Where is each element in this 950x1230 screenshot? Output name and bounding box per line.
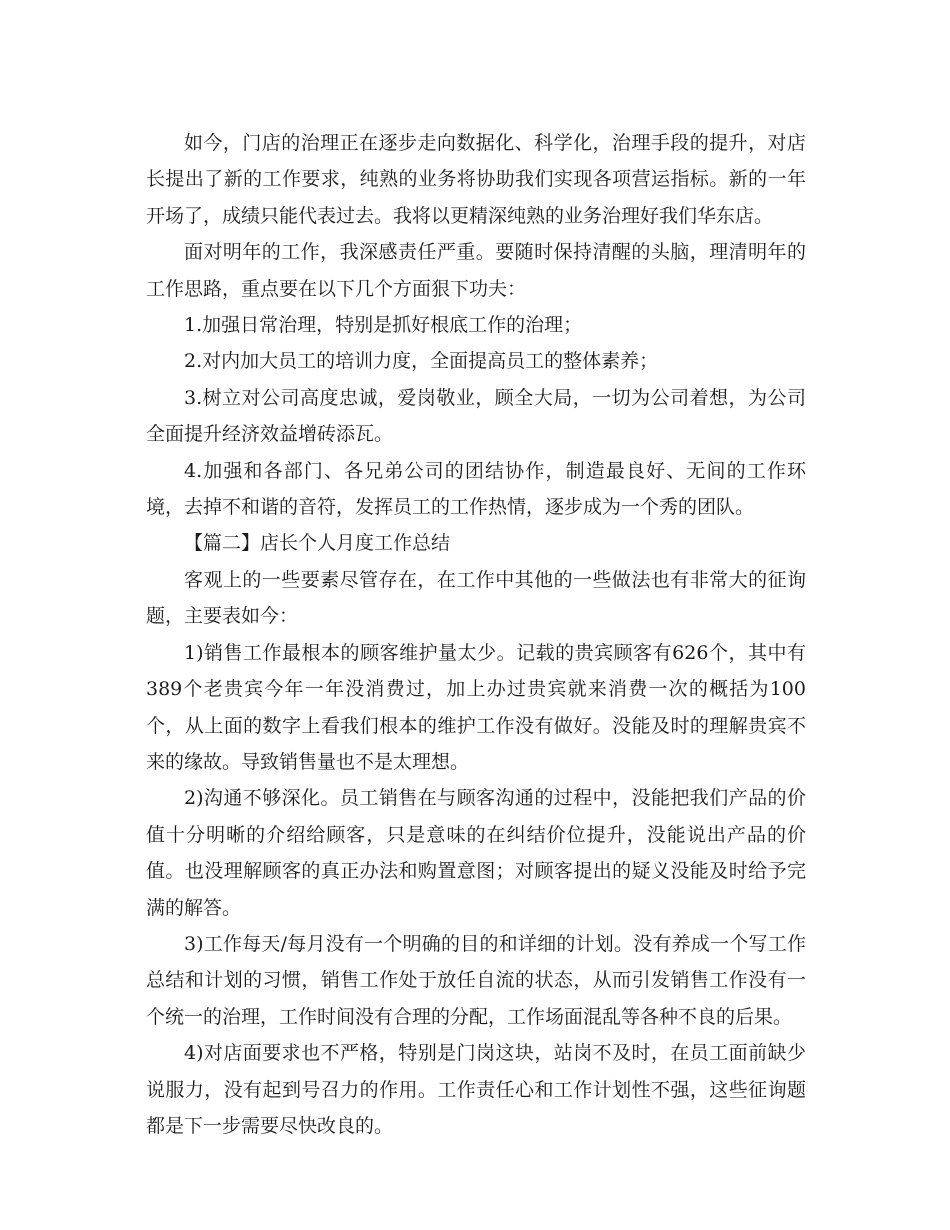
list-item: 2.对内加大员工的培训力度，全面提高员工的整体素养； bbox=[184, 350, 659, 373]
list-item: 3.树立对公司高度忠诚，爱岗敬业，顾全大局，一切为公司着想，为公司全面提升经济效益增砖添瓦。 bbox=[146, 386, 806, 446]
list-item: 2)沟通不够深化。员工销售在与顾客沟通的过程中，没能把我们产品的价值十分明晰的介绍给顾客，只是意味的在纠结价位提升，没能说出产品的价值。也没理解顾客的真正办法和购置意图；对顾客提出的疑义没能及时给予完满的解答。 bbox=[146, 787, 806, 919]
paragraph: 面对明年的工作，我深感责任严重。要随时保持清醒的头脑，理清明年的工作思路，重点要在以下几个方面狠下功夫： bbox=[146, 241, 806, 300]
list-item: 4)对店面要求也不严格，特别是门岗这块，站岗不及时，在员工面前缺少说服力，没有起到号召力的作用。工作责任心和工作计划性不强，这些征询题都是下一步需要尽快改良的。 bbox=[146, 1042, 806, 1137]
document-body bbox=[146, 125, 806, 1144]
list-item: 1.加强日常治理，特别是抓好根底工作的治理； bbox=[184, 314, 583, 337]
list-item: 4.加强和各部门、各兄弟公司的团结协作，制造最良好、无间的工作环境，去掉不和谐的音符，发挥员工的工作热情，逐步成为一个秀的团队。 bbox=[146, 459, 806, 519]
list-item: 1)销售工作最根本的顾客维护量太少。记载的贵宾顾客有626个，其中有389个老贵宾今年一年没消费过，加上办过贵宾就来消费一次的概括为100个，从上面的数字上看我们根本的维护工作没有做好。没能及时的理解贵宾不来的缘故。导致销售量也不是太理想。 bbox=[146, 641, 806, 773]
paragraph: 如今，门店的治理正在逐步走向数据化、科学化，治理手段的提升，对店长提出了新的工作要求，纯熟的业务将协助我们实现各项营运指标。新的一年开场了，成绩只能代表过去。我将以更精深纯熟的业务治理好我们华东店。 bbox=[146, 132, 806, 227]
list-item: 3)工作每天/每月没有一个明确的目的和详细的计划。没有养成一个写工作总结和计划的习惯，销售工作处于放任自流的状态，从而引发销售工作没有一个统一的治理，工作时间没有合理的分配，工作场面混乱等各种不良的后果。 bbox=[146, 932, 806, 1028]
section-heading: 【篇二】店长个人月度工作总结 bbox=[184, 532, 451, 555]
paragraph: 客观上的一些要素尽管存在，在工作中其他的一些做法也有非常大的征询题，主要表如今： bbox=[146, 568, 806, 628]
